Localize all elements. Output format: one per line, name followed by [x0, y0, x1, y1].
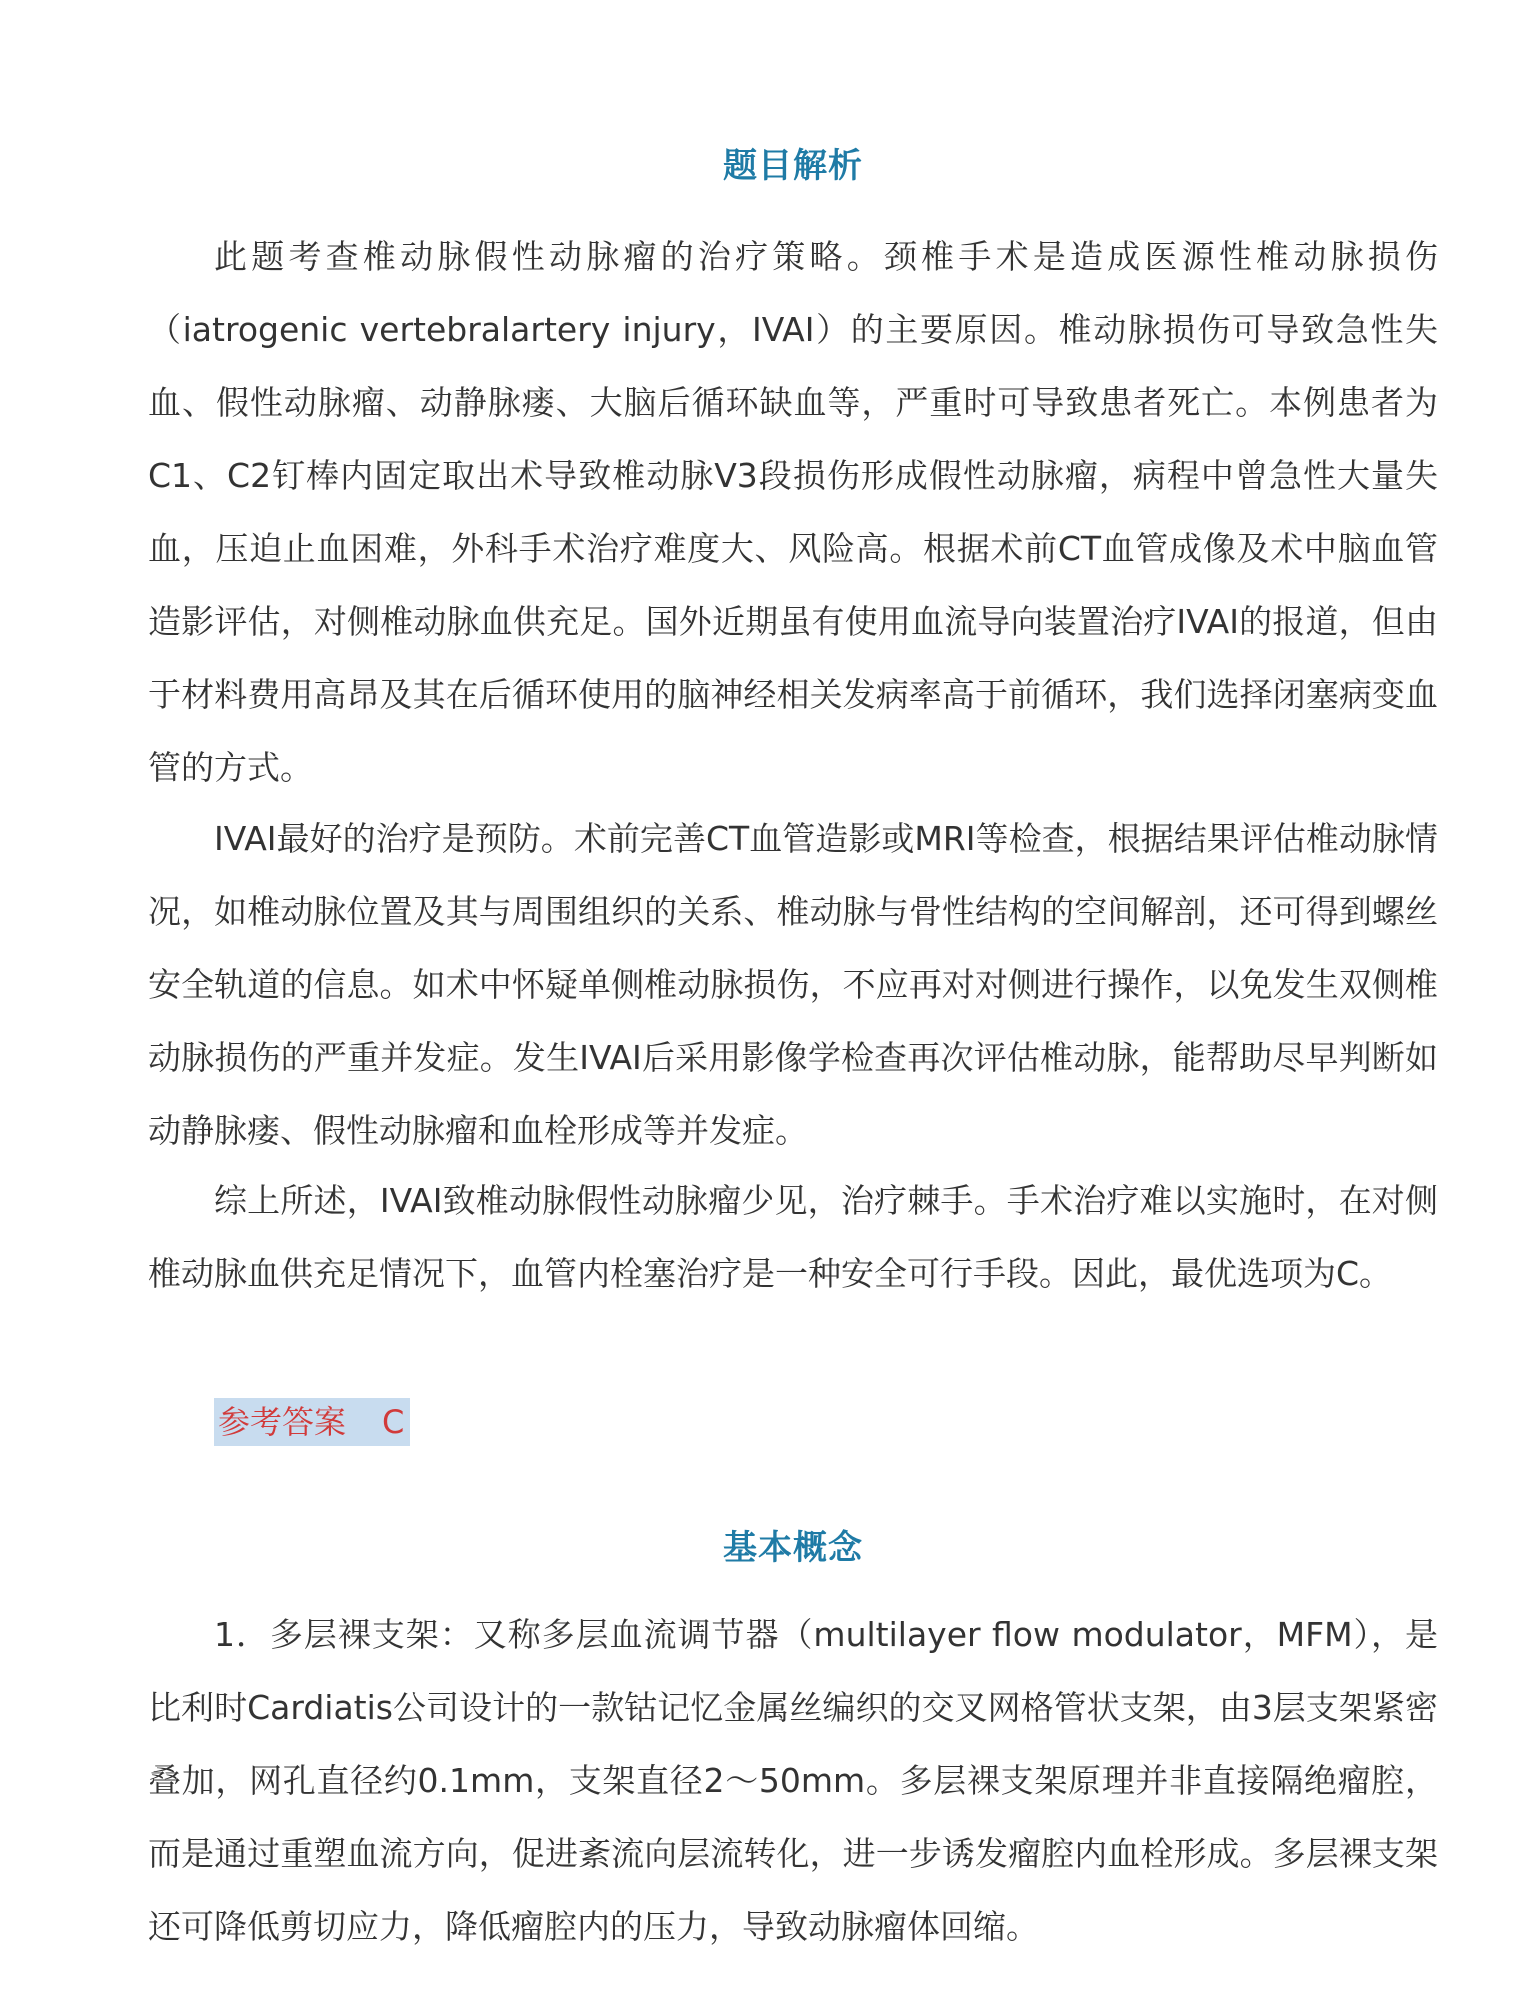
analysis-paragraph-1: 此题考查椎动脉假性动脉瘤的治疗策略。颈椎手术是造成医源性椎动脉损伤（iatrogenic vertebralartery injury，IVAI）的主要原因。椎动脉损伤可导致急性失血、假性动脉瘤、动静脉瘘、大脑后循环缺血等，严重时可导致患者死亡。本例患者为C1、C2钉棒内固定取出术导致椎动脉V3段损伤形成假性动脉瘤，病程中曾急性大量失血，压迫止血困难，外科手术治疗难度大、风险高。根据术前CT血管成像及术中脑血管造影评估，对侧椎动脉血供充足。国外近期虽有使用血流导向装置治疗IVAI的报道，但由于材料费用高昂及其在后循环使用的脑神经相关发病率高于前循环，我们选择闭塞病变血管的方式。: [148, 237, 1438, 787]
analysis-paragraph-3: 综上所述，IVAI致椎动脉假性动脉瘤少见，治疗棘手。手术治疗难以实施时，在对侧椎动脉血供充足情况下，血管内栓塞治疗是一种安全可行手段。因此，最优选项为C。: [148, 1181, 1438, 1293]
section-title-analysis: 题目解析: [723, 146, 863, 186]
analysis-paragraph-2: IVAI最好的治疗是预防。术前完善CT血管造影或MRI等检查，根据结果评估椎动脉情况，如椎动脉位置及其与周围组织的关系、椎动脉与骨性结构的空间解剖，还可得到螺丝安全轨道的信息。如术中怀疑单侧椎动脉损伤，不应再对对侧进行操作，以免发生双侧椎动脉损伤的严重并发症。发生IVAI后采用影像学检查再次评估椎动脉，能帮助尽早判断如动静脉瘘、假性动脉瘤和血栓形成等并发症。: [148, 819, 1438, 1150]
reference-answer-label: 参考答案: [218, 1403, 347, 1441]
section-title-basic-concepts: 基本概念: [723, 1528, 863, 1568]
reference-answer: [214, 1398, 410, 1446]
concept-paragraph-1: 1．多层裸支架：又称多层血流调节器（multilayer flow modulator，MFM），是比利时Cardiatis公司设计的一款钴记忆金属丝编织的交叉网格管状支架，由3层支架紧密叠加，网孔直径约0.1mm，支架直径2～50mm。多层裸支架原理并非直接隔绝瘤腔，而是通过重塑血流方向，促进紊流向层流转化，进一步诱发瘤腔内血栓形成。多层裸支架还可降低剪切应力，降低瘤腔内的压力，导致动脉瘤体回缩。: [148, 1615, 1438, 1946]
reference-answer-value: C: [382, 1403, 405, 1441]
